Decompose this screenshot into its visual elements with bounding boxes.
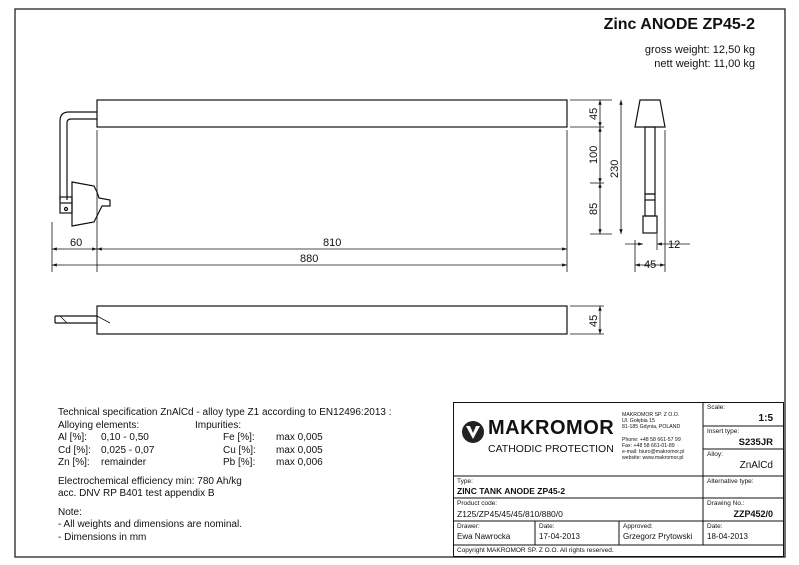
drawing-title: Zinc ANODE ZP45-2 (603, 16, 755, 33)
alloy-value: ZnAlCd (739, 460, 773, 471)
copyright: Copyright MAKROMOR SP. Z O.O. All rights reserved. (457, 547, 614, 554)
alloy-label: Alloy: (707, 451, 723, 458)
product-code-value: Z125/ZP45/45/45/810/880/0 (457, 509, 563, 519)
side-view (635, 100, 665, 233)
approved-label: Approved: (623, 523, 653, 530)
drawing-sheet: 60 810 880 45 100 85 230 12 45 45 Zinc ANODE ZP45-2 gross weight: 12,50 kg nett weight: 11,00 kg Technical specification ZnAlCd - alloy type Z1 according to EN12496:2013 : Alloying elements: Impurities: Al [%]: 0,10 - 0,50 Fe [%]: max 0,005 Cd [%]: 0,025 - 0,07 Cu [%]: max 0,005 Zn [%]: remainder Pb [%]: max 0,006 Electrochemical efficiency min: 780 Ah/kg acc. DNV RP B401 test appendix B Note: - All weights and dimensions are nominal. - Dimensions in mm MAKROMOR CATHODIC PROTECTION MAKROMOR SP. Z O.O. Ul. Gołębia 15 81-185 Gdynia, POLAND Phone: +48 58 661-57 99 Fax: +48 58 661-01-89 e-mail: biuro@makromor.pl website: www.makromor.pl Scale: 1:5 Insert type: S235JR Alloy: ZnAlCd Type: ZINC TANK ANODE ZP45-2 Alternative type: Product code: Z125/ZP45/45/45/810/880/0 Drawing No.: ZZP452/0 Drawer: Ewa Nawrocka Date: 17-04-2013 Approved: Grzegorz Prytowski Date: 18-04-2013 Copyright MAKROMOR SP. Z O.O. All rights reserved. (0, 0, 799, 565)
drawing-no-label: Drawing No.: (707, 500, 745, 507)
date-drawn-value: 17-04-2013 (539, 532, 580, 541)
nett-weight: nett weight: 11,00 kg (654, 58, 755, 70)
impurities-label: Impurities: (195, 419, 242, 431)
clamp-jaw (72, 182, 110, 226)
front-dimensions (52, 130, 567, 272)
alloying-label: Alloying elements: (58, 419, 140, 431)
makromor-logo-icon (462, 421, 484, 443)
gross-weight: gross weight: 12,50 kg (644, 44, 755, 56)
alternative-type-label: Alternative type: (707, 478, 754, 485)
scale-value: 1:5 (758, 413, 773, 424)
approved-value: Grzegorz Prytowski (623, 532, 693, 541)
date-approved-value: 18-04-2013 (707, 532, 748, 541)
side-dimensions (625, 130, 690, 272)
front-view (60, 100, 567, 226)
dim-230: 230 (609, 159, 621, 178)
steel-insert-hook (60, 112, 97, 200)
insert-type-label: Insert type: (707, 428, 740, 435)
dim-12: 12 (668, 239, 681, 251)
brand-subtitle: CATHODIC PROTECTION (488, 443, 614, 455)
date-approved-label: Date: (707, 523, 723, 530)
dim-100: 100 (588, 145, 600, 164)
anode-profile (635, 100, 665, 127)
title-block (453, 402, 784, 557)
drawer-value: Ewa Nawrocka (457, 532, 511, 541)
type-value: ZINC TANK ANODE ZP45-2 (457, 486, 566, 496)
dim-810: 810 (323, 237, 342, 249)
anode-bar-front (97, 100, 567, 127)
brand-name: MAKROMOR (488, 417, 615, 439)
insert-type-value: S235JR (738, 437, 773, 448)
dim-45-top: 45 (588, 107, 600, 120)
anode-bar-top (97, 306, 567, 334)
product-code-label: Product code: (457, 500, 498, 507)
dim-880: 880 (300, 253, 319, 265)
drawer-label: Drawer: (457, 523, 480, 530)
top-view (55, 306, 567, 334)
dim-85: 85 (588, 202, 600, 215)
dim-60: 60 (70, 237, 83, 249)
dim-45-bottom: 45 (588, 314, 600, 327)
drawing-no-value: ZZP452/0 (733, 509, 773, 519)
weights (645, 43, 755, 71)
date-drawn-label: Date: (539, 523, 555, 530)
company-details: MAKROMOR SP. Z O.O. Ul. Gołębia 15 81-185 Gdynia, POLAND Phone: +48 58 661-57 99 Fax: +48 58 661-01-89 e-mail: biuro@makromor.pl website: www.makromor.pl (622, 412, 685, 462)
type-label: Type: (457, 478, 473, 485)
scale-label: Scale: (707, 404, 726, 411)
dim-45-side: 45 (644, 259, 657, 271)
